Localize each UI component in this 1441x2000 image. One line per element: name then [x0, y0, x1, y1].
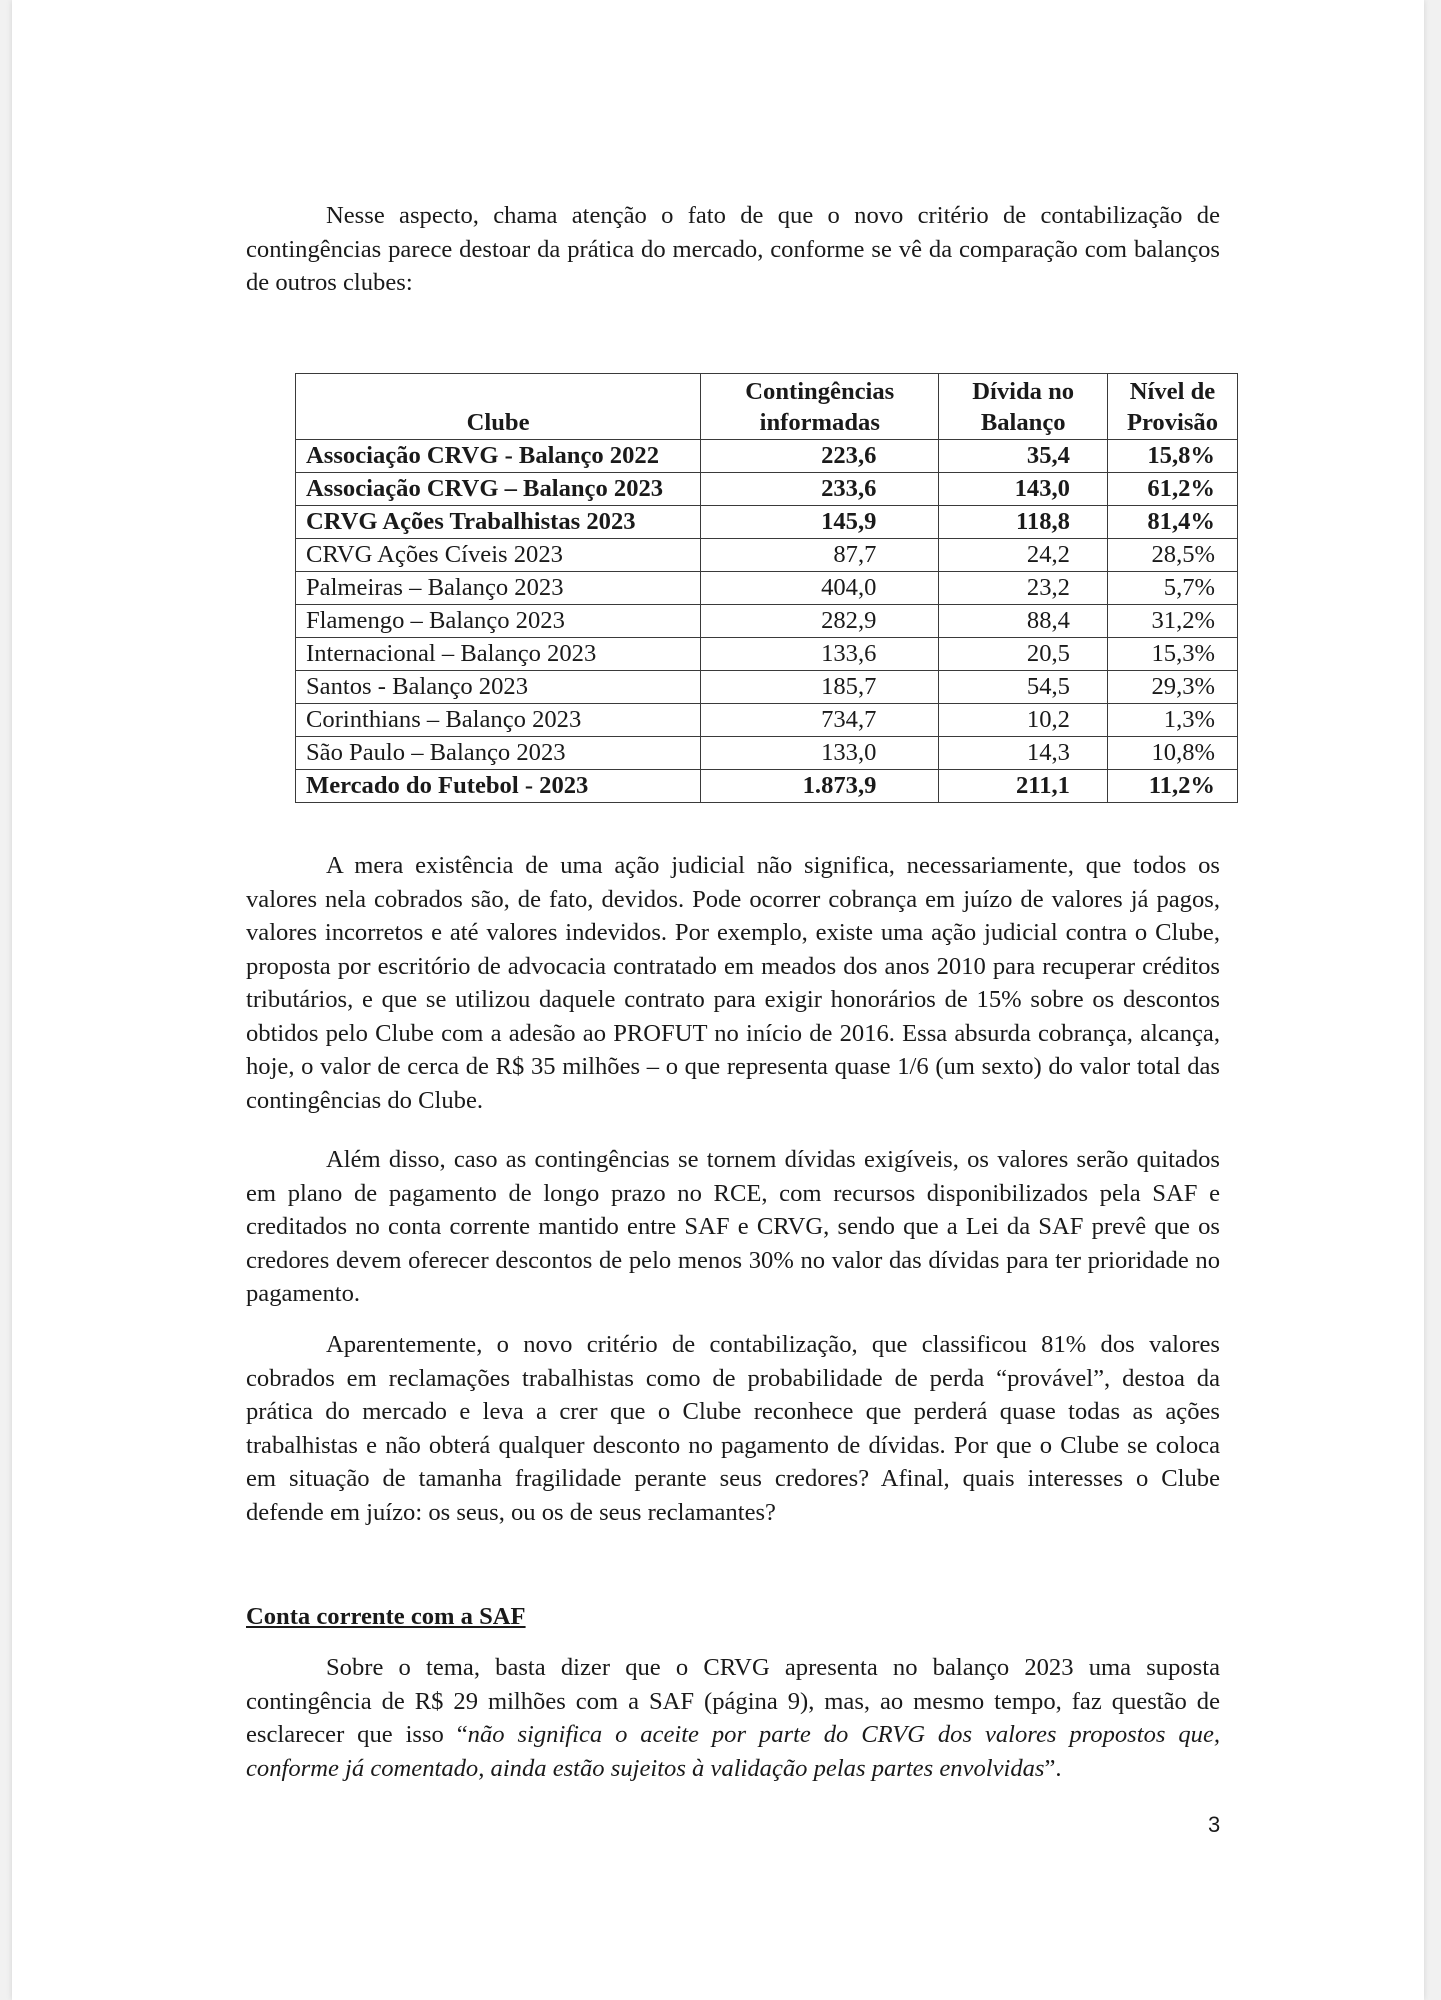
cell-divida: 143,0	[939, 473, 1108, 506]
cell-provisao: 5,7%	[1107, 572, 1237, 605]
cell-divida: 14,3	[939, 737, 1108, 770]
cell-contingencias: 734,7	[701, 704, 939, 737]
header-contingencias: Contingências informadas	[701, 374, 939, 440]
cell-contingencias: 1.873,9	[701, 770, 939, 803]
cell-clube: Associação CRVG - Balanço 2022	[296, 440, 701, 473]
table-row	[296, 572, 1238, 605]
header-divida: Dívida no Balanço	[939, 374, 1108, 440]
cell-contingencias: 133,0	[701, 737, 939, 770]
cell-provisao: 29,3%	[1107, 671, 1237, 704]
table-header-row	[296, 374, 1238, 440]
cell-divida: 211,1	[939, 770, 1108, 803]
cell-contingencias: 145,9	[701, 506, 939, 539]
cell-contingencias: 87,7	[701, 539, 939, 572]
cell-clube: Internacional – Balanço 2023	[296, 638, 701, 671]
contingencies-table	[295, 373, 1238, 803]
cell-provisao: 31,2%	[1107, 605, 1237, 638]
cell-divida: 20,5	[939, 638, 1108, 671]
table-row	[296, 539, 1238, 572]
table-row	[296, 440, 1238, 473]
saf-paragraph-end: ”.	[1044, 1754, 1062, 1782]
cell-contingencias: 223,6	[701, 440, 939, 473]
cell-clube: Associação CRVG – Balanço 2023	[296, 473, 701, 506]
intro-paragraph: Nesse aspecto, chama atenção o fato de que o novo critério de contabilização de contingências parece destoar da prática do mercado, conforme se vê da comparação com balanços de outros clubes:	[246, 202, 1220, 296]
cell-divida: 118,8	[939, 506, 1108, 539]
cell-divida: 88,4	[939, 605, 1108, 638]
cell-contingencias: 233,6	[701, 473, 939, 506]
table-row	[296, 506, 1238, 539]
cell-provisao: 1,3%	[1107, 704, 1237, 737]
table-row	[296, 605, 1238, 638]
header-provisao: Nível de Provisão	[1107, 374, 1237, 440]
cell-clube: Corinthians – Balanço 2023	[296, 704, 701, 737]
table-row	[296, 638, 1238, 671]
cell-provisao: 81,4%	[1107, 506, 1237, 539]
cell-divida: 10,2	[939, 704, 1108, 737]
lawsuit-paragraph: A mera existência de uma ação judicial não significa, necessariamente, que todos os valores nela cobrados são, de fato, devidos. Pode ocorrer cobrança em juízo de valores já pagos, valores incorretos e até valores indevidos. Por exemplo, existe uma ação judicial contra o Clube, proposta por escritório de advocacia contratado em meados dos anos 2010 para recuperar créditos tributários, e que se utilizou daquele contrato para exigir honorários de 15% sobre os descontos obtidos pelo Clube com a adesão ao PROFUT no início de 2016. Essa absurda cobrança, alcança, hoje, o valor de cerca de R$ 35 milhões – o que representa quase 1/6 (um sexto) do valor total das contingências do Clube.	[246, 852, 1220, 1114]
criteria-paragraph: Aparentemente, o novo critério de contabilização, que classificou 81% dos valores cobrados em reclamações trabalhistas como de probabilidade de perda “provável”, destoa da prática do mercado e leva a crer que o Clube reconhece que perderá quase todas as ações trabalhistas e não obterá qualquer desconto no pagamento de dívidas. Por que o Clube se coloca em situação de tamanha fragilidade perante seus credores? Afinal, quais interesses o Clube defende em juízo: os seus, ou os de seus reclamantes?	[246, 1331, 1220, 1526]
cell-clube: Santos - Balanço 2023	[296, 671, 701, 704]
cell-divida: 35,4	[939, 440, 1108, 473]
page-number: 3	[1208, 1812, 1221, 1837]
cell-contingencias: 282,9	[701, 605, 939, 638]
cell-provisao: 15,8%	[1107, 440, 1237, 473]
cell-provisao: 15,3%	[1107, 638, 1237, 671]
table-row	[296, 473, 1238, 506]
table-row	[296, 704, 1238, 737]
cell-divida: 54,5	[939, 671, 1108, 704]
cell-contingencias: 133,6	[701, 638, 939, 671]
document-page	[12, 0, 1424, 2000]
cell-clube: Mercado do Futebol - 2023	[296, 770, 701, 803]
table-row	[296, 671, 1238, 704]
cell-clube: CRVG Ações Trabalhistas 2023	[296, 506, 701, 539]
cell-clube: Flamengo – Balanço 2023	[296, 605, 701, 638]
cell-clube: Palmeiras – Balanço 2023	[296, 572, 701, 605]
cell-provisao: 61,2%	[1107, 473, 1237, 506]
table-row	[296, 737, 1238, 770]
cell-clube: São Paulo – Balanço 2023	[296, 737, 701, 770]
section-heading: Conta corrente com a SAF	[246, 1603, 526, 1630]
saf-paragraph-quote: não significa o aceite por parte do CRVG dos valores propostos que, conforme já comentado, ainda estão sujeitos à validação pelas partes envolvidas	[246, 1721, 1221, 1782]
cell-provisao: 11,2%	[1107, 770, 1237, 803]
cell-contingencias: 404,0	[701, 572, 939, 605]
saf-paragraph	[246, 1651, 1220, 1785]
cell-divida: 24,2	[939, 539, 1108, 572]
table-row-total	[296, 770, 1238, 803]
cell-contingencias: 185,7	[701, 671, 939, 704]
cell-provisao: 28,5%	[1107, 539, 1237, 572]
saf-paragraph-start: Sobre o tema, basta dizer que o CRVG apresenta no balanço 2023 uma suposta contingência de R$ 29 milhões com a SAF (página 9), mas, ao mesmo tempo, faz questão de esclarecer que isso “	[246, 1654, 1220, 1748]
cell-divida: 23,2	[939, 572, 1108, 605]
payment-plan-paragraph: Além disso, caso as contingências se tornem dívidas exigíveis, os valores serão quitados em plano de pagamento de longo prazo no RCE, com recursos disponibilizados pela SAF e creditados no conta corrente mantido entre SAF e CRVG, sendo que a Lei da SAF prevê que os credores devem oferecer descontos de pelo menos 30% no valor das dívidas para ter prioridade no pagamento.	[246, 1146, 1220, 1307]
cell-clube: CRVG Ações Cíveis 2023	[296, 539, 701, 572]
header-clube: Clube	[296, 374, 701, 440]
cell-provisao: 10,8%	[1107, 737, 1237, 770]
